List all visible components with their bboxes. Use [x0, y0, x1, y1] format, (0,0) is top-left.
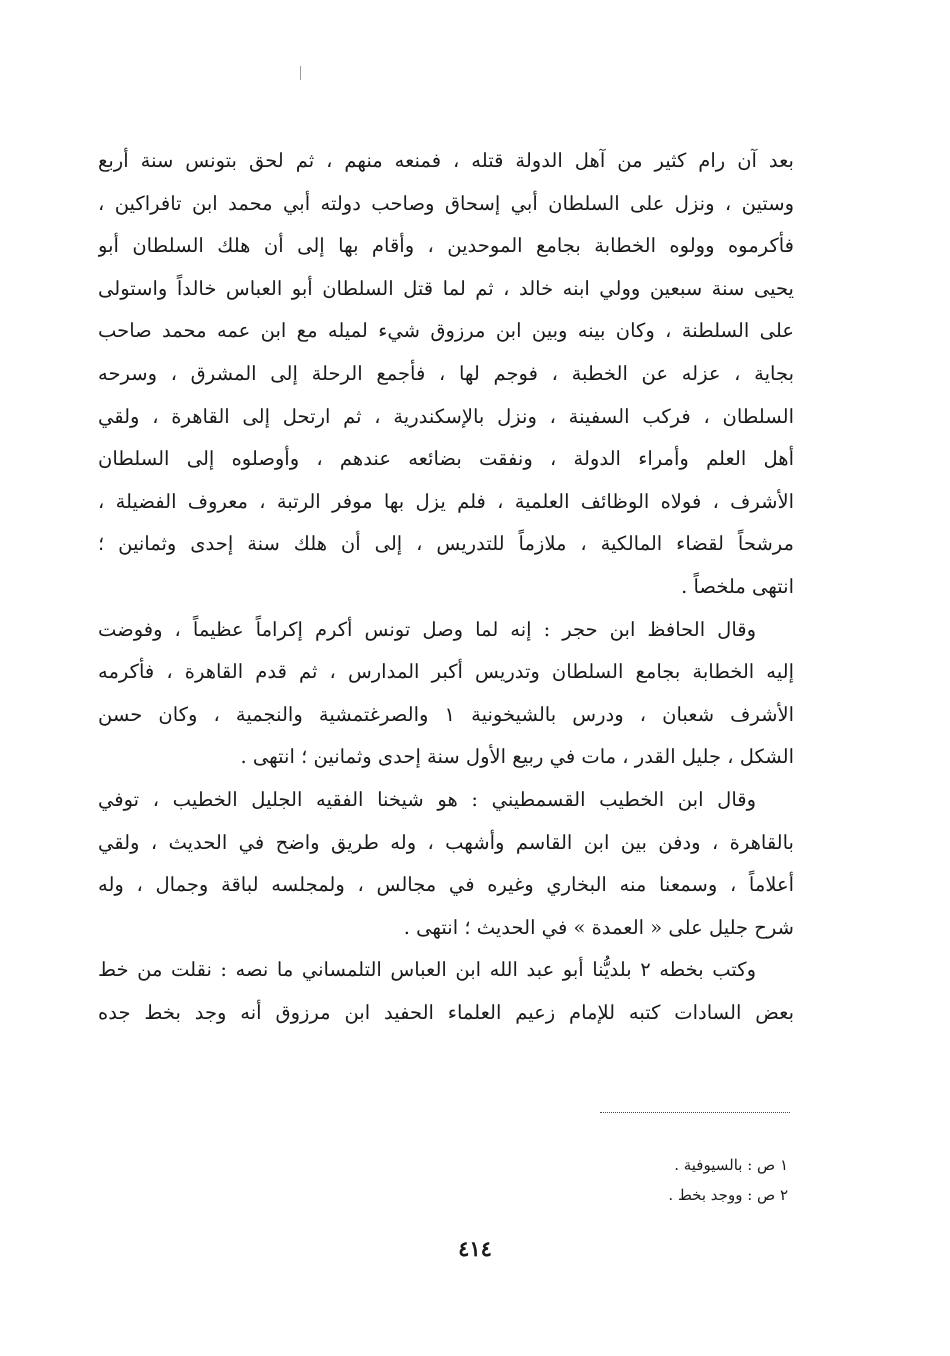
text-line: على السلطنة ، وكان بينه وبين ابن مرزوق شيء لميله مع ابن عمه محمد صاحب	[98, 319, 794, 343]
text-line: أعلاماً ، وسمعنا منه البخاري وغيره في مجالس ، ولمجلسه لباقة وجمال ، وله	[98, 873, 794, 897]
text-line: بجاية ، عزله عن الخطبة ، فوجم لها ، فأجمع الرحلة إلى المشرق ، وسرحه	[98, 361, 794, 385]
text-line: الأشرف ، فولاه الوظائف العلمية ، فلم يزل بها موفر الرتبة ، معروف الفضيلة ،	[98, 489, 794, 513]
text-line: بعد آن رام كثير من آهل الدولة قتله ، فمنعه منهم ، ثم لحق بتونس سنة أربع	[98, 149, 794, 172]
text-line: السلطان ، فركب السفينة ، ونزل بالإسكندرية ، ثم ارتحل إلى القاهرة ، ولقي	[98, 404, 794, 428]
text-line: وقال الحافظ ابن حجر : إنه لما وصل تونس أكرم إكراماً عظيماً ، وفوضت	[98, 617, 756, 641]
footnote-2: ٢ ص : ووجد بخط .	[668, 1186, 788, 1204]
text-line: فأكرموه وولوه الخطابة بجامع الموحدين ، وأقام بها إلى أن هلك السلطان أبو	[98, 234, 794, 258]
text-line: إليه الخطابة بجامع السلطان وتدريس أكبر المدارس ، ثم قدم القاهرة ، فأكرمه	[98, 660, 794, 684]
text-line: وكتب بخطه ٢ بلديُّنا أبو عبد الله ابن العباس التلمساني ما نصه : نقلت من خط	[98, 958, 756, 982]
text-line: يحيى سنة سبعين وولي ابنه خالد ، ثم لما قتل السلطان أبو العباس خالداً واستولى	[98, 276, 794, 300]
text-line: انتهى ملخصاً .	[681, 574, 794, 598]
footnotes	[470, 1150, 788, 1210]
footnote-divider	[600, 1112, 790, 1113]
text-line: بالقاهرة ، ودفن بين ابن القاسم وأشهب ، وله طريق واضح في الحديث ، ولقي	[98, 830, 794, 854]
main-text	[98, 140, 794, 1034]
page-mark	[300, 66, 301, 80]
text-line: مرشحاً لقضاء المالكية ، ملازماً للتدريس ، إلى أن هلك سنة إحدى وثمانين ؛	[98, 532, 794, 556]
text-line: شرح جليل على « العمدة » في الحديث ؛ انتهى .	[403, 915, 794, 939]
text-line: أهل العلم وأمراء الدولة ، ونفقت بضائعه عندهم ، وأوصلوه إلى السلطان	[98, 447, 794, 471]
text-line: وقال ابن الخطيب القسمطيني : هو شيخنا الفقيه الجليل الخطيب ، توفي	[98, 787, 756, 811]
text-line: بعض السادات كتبه للإمام زعيم العلماء الحفيد ابن مرزوق أنه وجد بخط جده	[98, 1000, 794, 1024]
page-number: ٤١٤	[458, 1236, 492, 1261]
footnote-1: ١ ص : بالسيوفية .	[674, 1156, 788, 1174]
text-line: وستين ، ونزل على السلطان أبي إسحاق وصاحب دولته أبي محمد ابن تافراكين ،	[98, 191, 794, 215]
text-line: الأشرف شعبان ، ودرس بالشيخونية ١ والصرغتمشية والنجمية ، وكان حسن	[98, 702, 794, 726]
text-line: الشكل ، جليل القدر ، مات في ربيع الأول سنة إحدى وثمانين ؛ انتهى .	[240, 745, 794, 769]
